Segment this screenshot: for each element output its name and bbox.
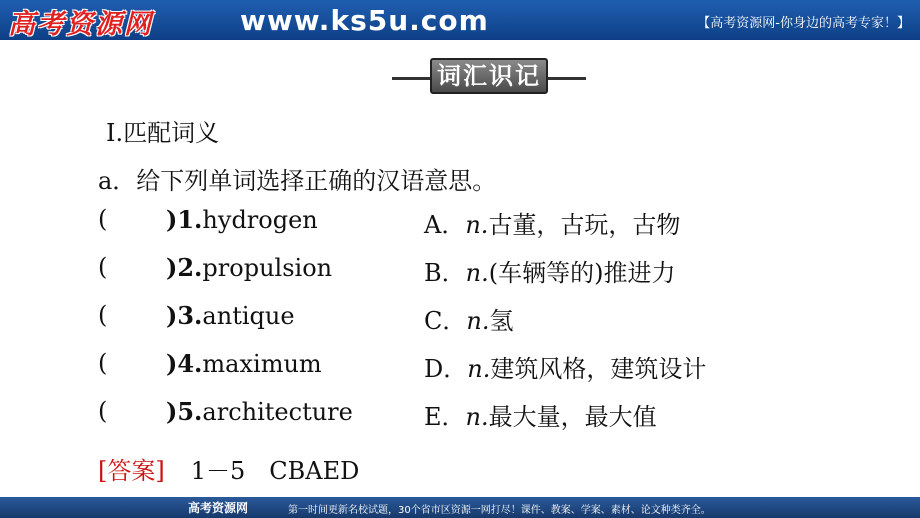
answer-label: [答案] xyxy=(98,457,165,485)
meaning-text: 氢 xyxy=(489,307,514,335)
site-url[interactable]: www.ks5u.com xyxy=(240,4,489,37)
section-heading: Ⅰ.匹配词义 xyxy=(106,119,220,147)
footer-text: 第一时间更新名校试题，30个省市区资源一网打尽！课件、教案、学案、素材、论文种类齐全。 xyxy=(288,505,711,516)
option-letter: E． xyxy=(424,403,466,431)
part-of-speech: n. xyxy=(465,259,489,287)
instruction-text: a．给下列单词选择正确的汉语意思。 xyxy=(98,167,497,195)
meaning-option xyxy=(424,301,513,336)
word-text: hydrogen xyxy=(202,206,318,234)
vocab-row-5 xyxy=(98,397,858,437)
item-number: )4. xyxy=(166,349,203,378)
meaning-option xyxy=(424,349,706,384)
vocab-word xyxy=(166,253,332,282)
vocab-word xyxy=(166,301,295,330)
option-letter: A． xyxy=(424,211,466,239)
site-slogan: 【高考资源网-你身边的高考专家！】 xyxy=(697,16,910,31)
vocab-row-2 xyxy=(98,253,858,293)
title-box xyxy=(430,58,548,94)
answer-blank: ( xyxy=(98,205,108,233)
vocab-row-3 xyxy=(98,301,858,341)
meaning-text: 古董，古玩，古物 xyxy=(488,211,681,239)
part-of-speech: n. xyxy=(467,355,491,383)
answer-blank: ( xyxy=(98,349,108,377)
word-text: propulsion xyxy=(202,254,333,282)
answer-blank: ( xyxy=(98,301,108,329)
part-of-speech: n. xyxy=(465,211,489,239)
word-text: architecture xyxy=(202,398,353,426)
item-number: )3. xyxy=(166,301,203,330)
word-text: antique xyxy=(202,302,295,330)
option-letter: D． xyxy=(424,355,468,383)
meaning-option xyxy=(424,205,680,240)
site-footer xyxy=(0,497,920,518)
site-logo[interactable]: 高考资源网 xyxy=(8,9,153,40)
item-number: )2. xyxy=(166,253,203,282)
site-header xyxy=(0,0,920,40)
word-text: maximum xyxy=(202,350,322,378)
page-title: 词汇识记 xyxy=(437,62,541,90)
meaning-text: 建筑风格，建筑设计 xyxy=(490,355,707,383)
answer-line xyxy=(98,451,359,486)
title-banner xyxy=(392,58,586,98)
meaning-text: 最大量，最大值 xyxy=(488,403,657,431)
item-number: )5. xyxy=(166,397,203,426)
option-letter: C． xyxy=(424,307,467,335)
meaning-option xyxy=(424,397,657,432)
item-number: )1. xyxy=(166,205,203,234)
vocab-word xyxy=(166,397,353,426)
footer-brand[interactable]: 高考资源网 xyxy=(188,501,249,515)
vocab-word xyxy=(166,349,322,378)
meaning-option xyxy=(424,253,675,288)
vocab-row-4 xyxy=(98,349,858,389)
vocab-word xyxy=(166,205,318,234)
vocab-row-1 xyxy=(98,205,858,245)
meaning-text: (车辆等的)推进力 xyxy=(488,259,676,287)
option-letter: B． xyxy=(424,259,466,287)
answer-blank: ( xyxy=(98,253,108,281)
part-of-speech: n. xyxy=(466,307,490,335)
answer-value: 1－5 CBAED xyxy=(190,457,360,485)
part-of-speech: n. xyxy=(465,403,489,431)
answer-blank: ( xyxy=(98,397,108,425)
